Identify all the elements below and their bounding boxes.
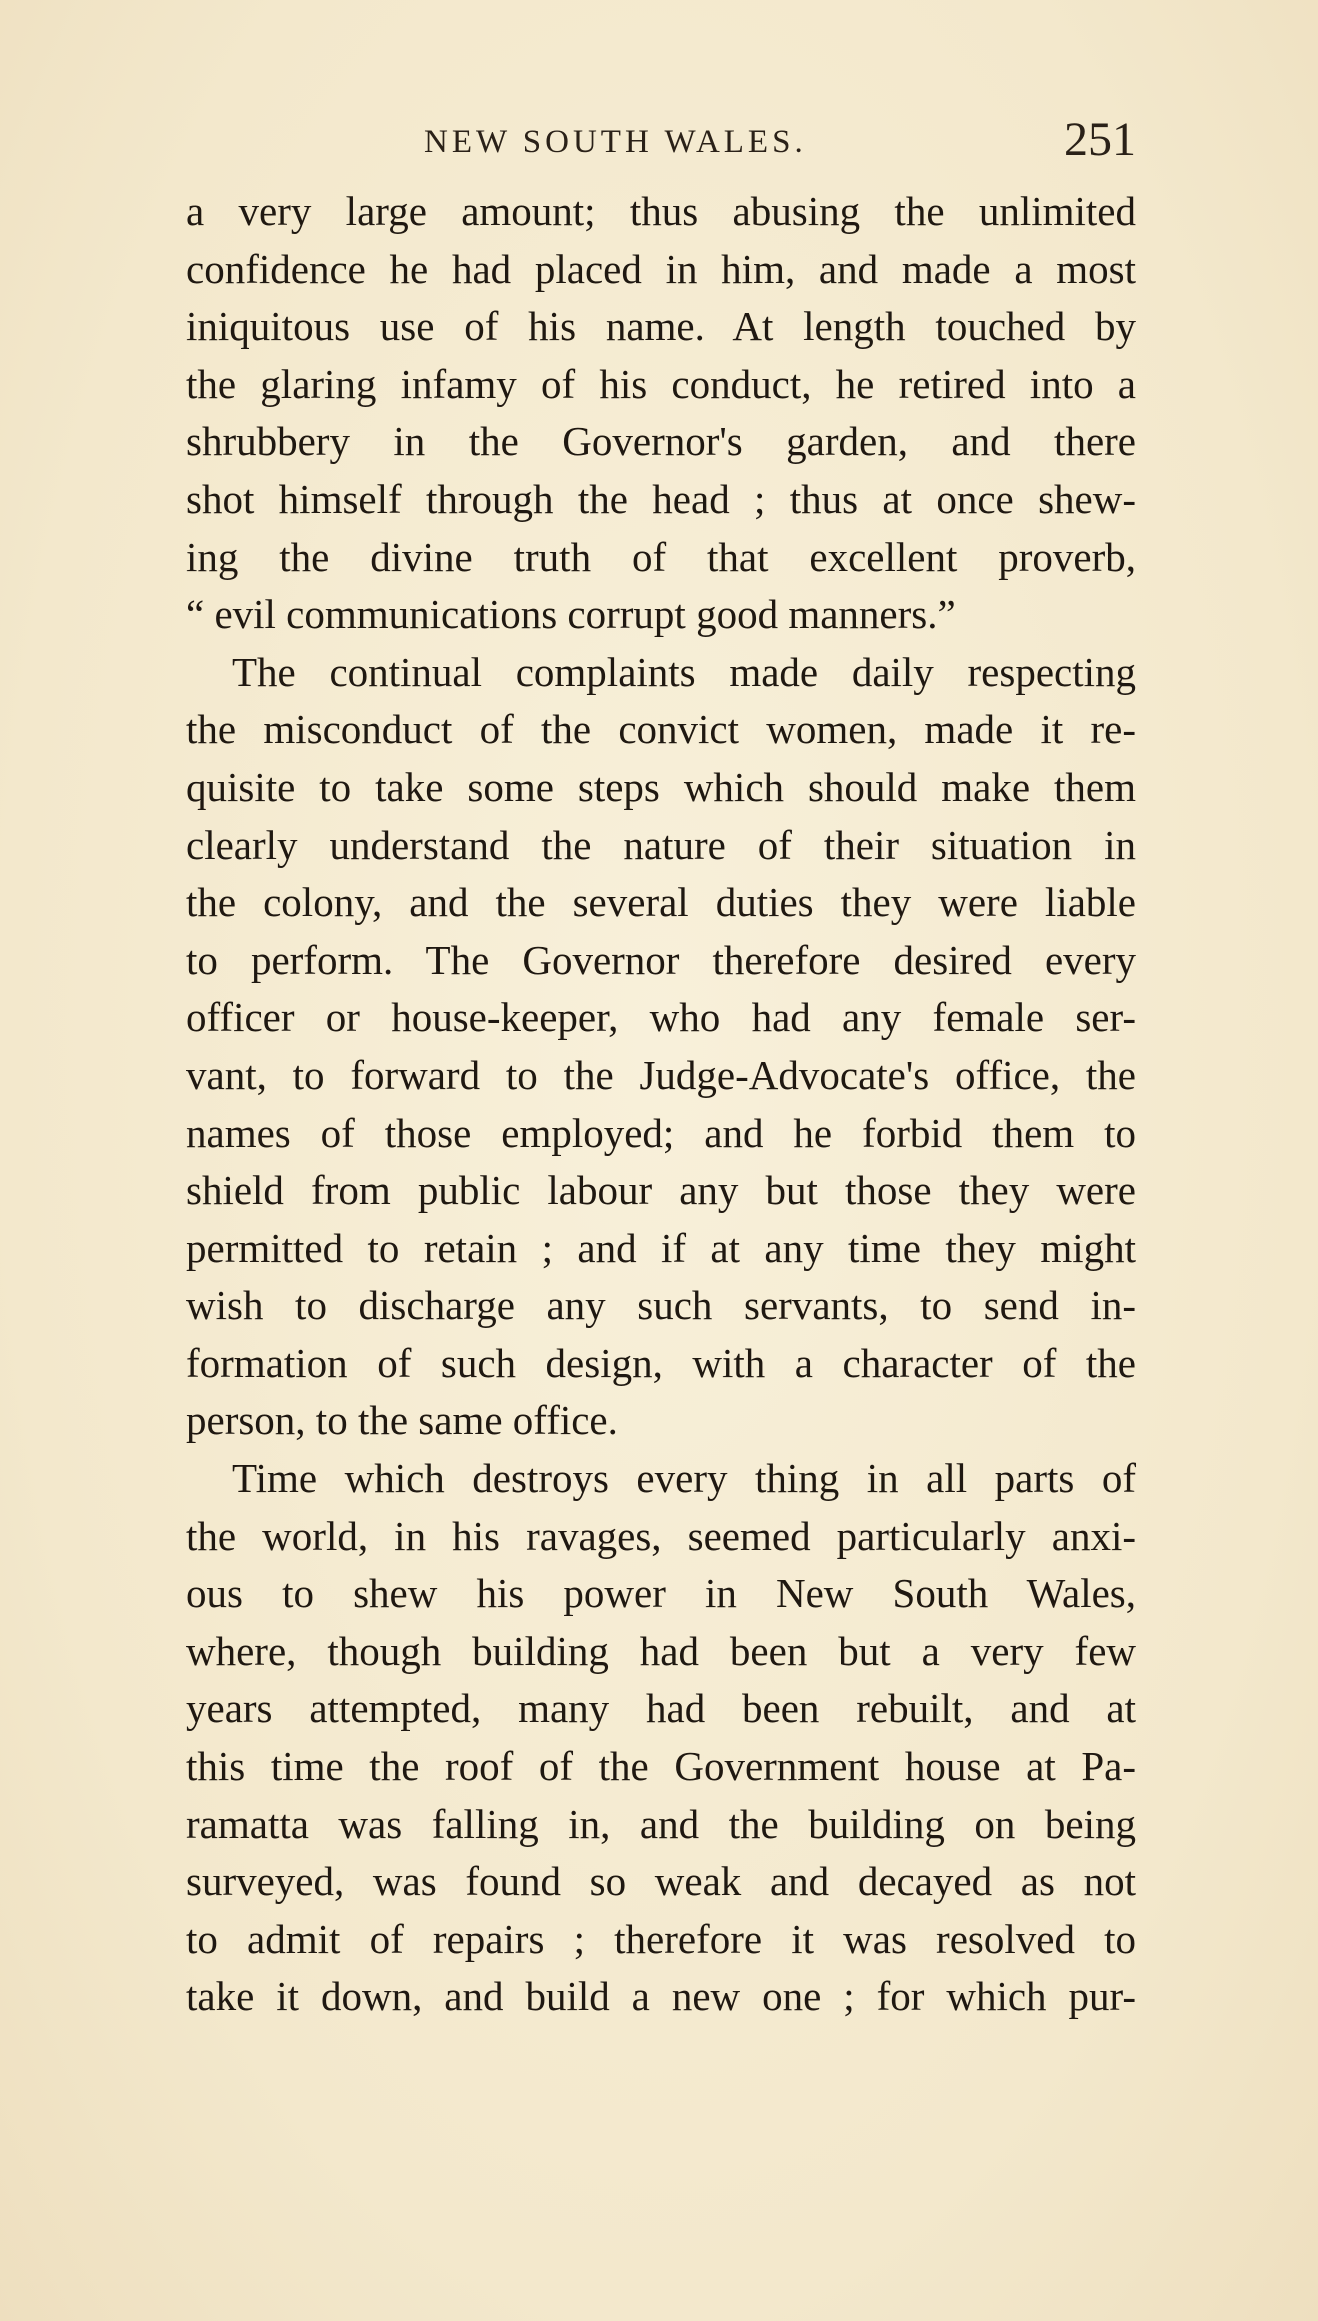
page-header <box>186 112 1136 172</box>
text-line: to perform. The Governor therefore desired every <box>186 936 1136 983</box>
page-number: 251 <box>1064 113 1136 166</box>
text-line: the world, in his ravages, seemed particularly anxi- <box>186 1512 1136 1559</box>
text-line: years attempted, many had been rebuilt, and at <box>186 1685 1136 1732</box>
body-text <box>186 183 1136 2026</box>
text-line: Time which destroys every thing in all parts of <box>232 1455 1136 1502</box>
text-line: vant, to forward to the Judge-Advocate's office, the <box>186 1051 1136 1098</box>
text-line: clearly understand the nature of their situation in <box>186 821 1136 868</box>
text-line: wish to discharge any such servants, to send in- <box>186 1282 1136 1329</box>
text-line: officer or house-keeper, who had any female ser- <box>186 994 1136 1041</box>
text-line: “ evil communications corrupt good manners.” <box>186 591 956 638</box>
text-line: shot himself through the head ; thus at once shew- <box>186 475 1136 522</box>
text-line: shrubbery in the Governor's garden, and there <box>186 418 1136 465</box>
text-line: formation of such design, with a character of the <box>186 1339 1136 1386</box>
text-line: surveyed, was found so weak and decayed as not <box>186 1858 1136 1905</box>
text-line: the glaring infamy of his conduct, he retired into a <box>186 360 1136 407</box>
text-line: names of those employed; and he forbid them to <box>186 1109 1136 1156</box>
text-line: person, to the same office. <box>186 1397 618 1444</box>
text-line: the misconduct of the convict women, made it re- <box>186 706 1136 753</box>
text-line: shield from public labour any but those they were <box>186 1167 1136 1214</box>
text-line: ramatta was falling in, and the building on being <box>186 1800 1136 1847</box>
text-line: ous to shew his power in New South Wales, <box>186 1570 1136 1617</box>
text-line: quisite to take some steps which should make them <box>186 763 1136 810</box>
running-head: NEW SOUTH WALES. <box>424 124 807 160</box>
text-line: permitted to retain ; and if at any time they might <box>186 1224 1136 1271</box>
text-line: confidence he had placed in him, and made a most <box>186 245 1136 292</box>
text-line: The continual complaints made daily respecting <box>232 648 1136 695</box>
text-line: take it down, and build a new one ; for which pur- <box>186 1973 1136 2020</box>
text-line: this time the roof of the Government house at Pa- <box>186 1743 1136 1790</box>
text-line: iniquitous use of his name. At length touched by <box>186 303 1136 350</box>
text-line: ing the divine truth of that excellent proverb, <box>186 533 1136 580</box>
text-line: a very large amount; thus abusing the unlimited <box>186 188 1136 234</box>
text-line: the colony, and the several duties they were liable <box>186 879 1136 926</box>
text-line: where, though building had been but a very few <box>186 1627 1136 1674</box>
text-line: to admit of repairs ; therefore it was resolved to <box>186 1915 1136 1962</box>
